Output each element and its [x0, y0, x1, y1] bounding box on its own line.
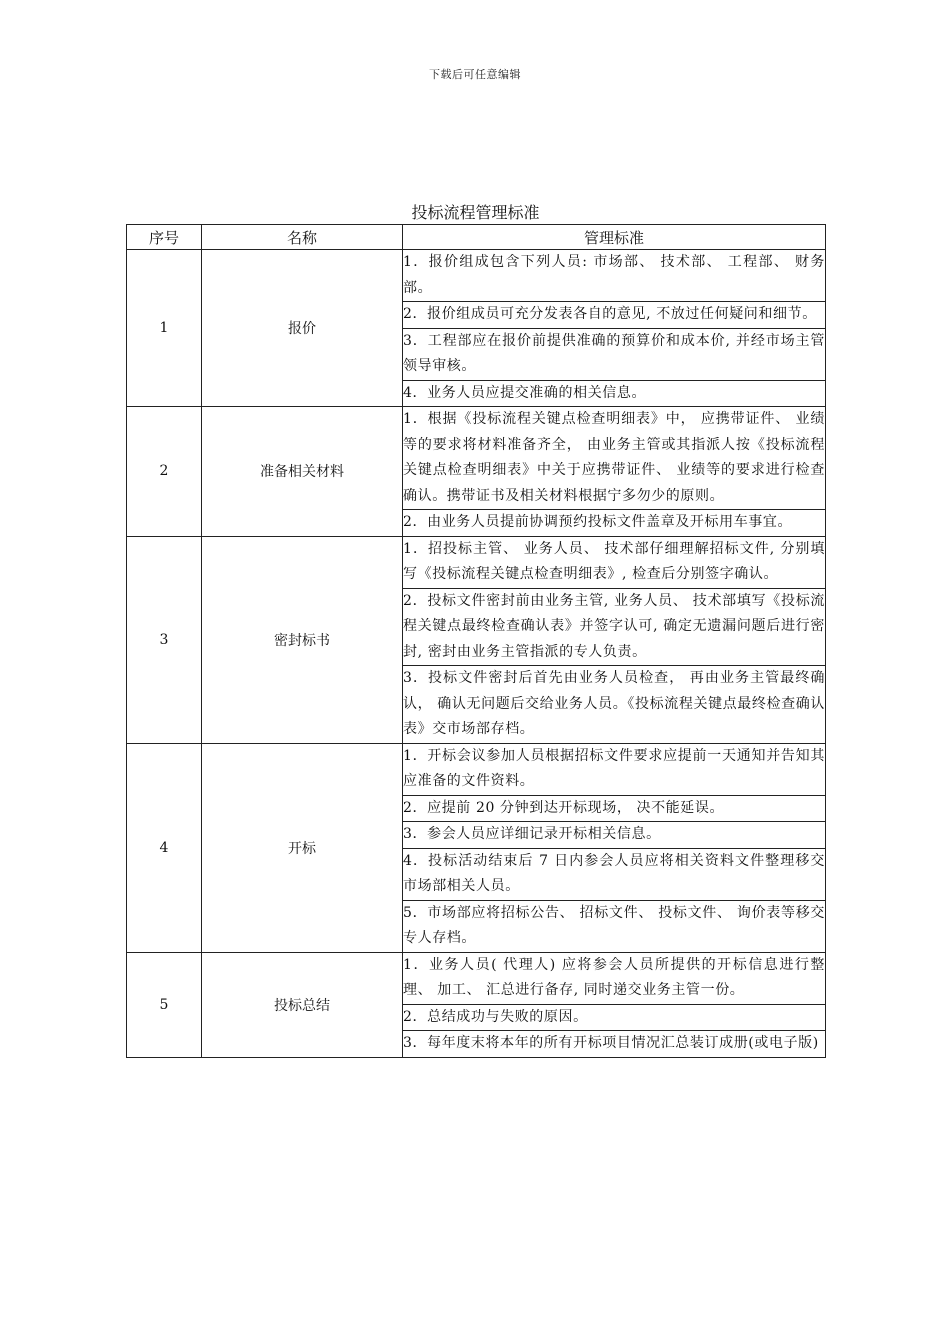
standard-item: 2．由业务人员提前协调预约投标文件盖章及开标用车事宜。 [403, 510, 826, 537]
page-header-note: 下载后可任意编辑 [429, 68, 521, 81]
column-header-index: 序号 [127, 225, 202, 250]
column-header-name: 名称 [202, 225, 403, 250]
table-row [127, 743, 826, 795]
row-name: 投标总结 [202, 952, 403, 1057]
row-name: 开标 [202, 743, 403, 952]
row-index: 1 [127, 250, 202, 407]
table-row [127, 407, 826, 510]
column-header-standard: 管理标准 [403, 225, 826, 250]
row-index: 4 [127, 743, 202, 952]
table-row [127, 536, 826, 588]
standard-item: 1．根据《投标流程关键点检查明细表》中， 应携带证件、 业绩等的要求将材料准备齐全， 由业务主管或其指派人按《投标流程关键点检查明细表》中关于应携带证件、 业绩等的要求进行检查确认。携带证书及相关材料根据宁多勿少的原则。 [403, 407, 826, 510]
standard-item: 1．业务人员( 代理人) 应将参会人员所提供的开标信息进行整理、 加工、 汇总进行备存, 同时递交业务主管一份。 [403, 952, 826, 1004]
standard-item: 2．投标文件密封前由业务主管, 业务人员、 技术部填写《投标流程关键点最终检查确认表》并签字认可, 确定无遗漏问题后进行密封, 密封由业务主管指派的专人负责。 [403, 588, 826, 666]
table-row [127, 952, 826, 1004]
standard-item: 3．每年度末将本年的所有开标项目情况汇总装订成册(或电子版) [403, 1031, 826, 1058]
row-index: 3 [127, 536, 202, 743]
row-name: 准备相关材料 [202, 407, 403, 537]
row-index: 5 [127, 952, 202, 1057]
standard-item: 5．市场部应将招标公告、 招标文件、 投标文件、 询价表等移交专人存档。 [403, 900, 826, 952]
table-row [127, 250, 826, 302]
row-name: 报价 [202, 250, 403, 407]
standard-item: 1．招投标主管、 业务人员、 技术部仔细理解招标文件, 分别填写《投标流程关键点检查明细表》, 检查后分别签字确认。 [403, 536, 826, 588]
standard-item: 1．开标会议参加人员根据招标文件要求应提前一天通知并告知其应准备的文件资料。 [403, 743, 826, 795]
standard-item: 2．总结成功与失败的原因。 [403, 1004, 826, 1031]
row-name: 密封标书 [202, 536, 403, 743]
standard-item: 2．报价组成员可充分发表各自的意见, 不放过任何疑问和细节。 [403, 302, 826, 329]
standard-item: 4．业务人员应提交准确的相关信息。 [403, 380, 826, 407]
standard-item: 2．应提前 20 分钟到达开标现场， 决不能延误。 [403, 795, 826, 822]
row-index: 2 [127, 407, 202, 537]
bidding-process-standard-table [126, 224, 826, 1058]
standard-item: 3．工程部应在报价前提供准确的预算价和成本价, 并经市场主管领导审核。 [403, 328, 826, 380]
standard-item: 3．投标文件密封后首先由业务人员检查， 再由业务主管最终确认， 确认无问题后交给业务人员。《投标流程关键点最终检查确认表》交市场部存档。 [403, 666, 826, 744]
document-title: 投标流程管理标准 [411, 203, 540, 222]
standard-item: 4．投标活动结束后 7 日内参会人员应将相关资料文件整理移交市场部相关人员。 [403, 848, 826, 900]
table-header-row [127, 225, 826, 250]
standard-item: 1．报价组成包含下列人员: 市场部、 技术部、 工程部、 财务部。 [403, 250, 826, 302]
standard-item: 3．参会人员应详细记录开标相关信息。 [403, 822, 826, 849]
